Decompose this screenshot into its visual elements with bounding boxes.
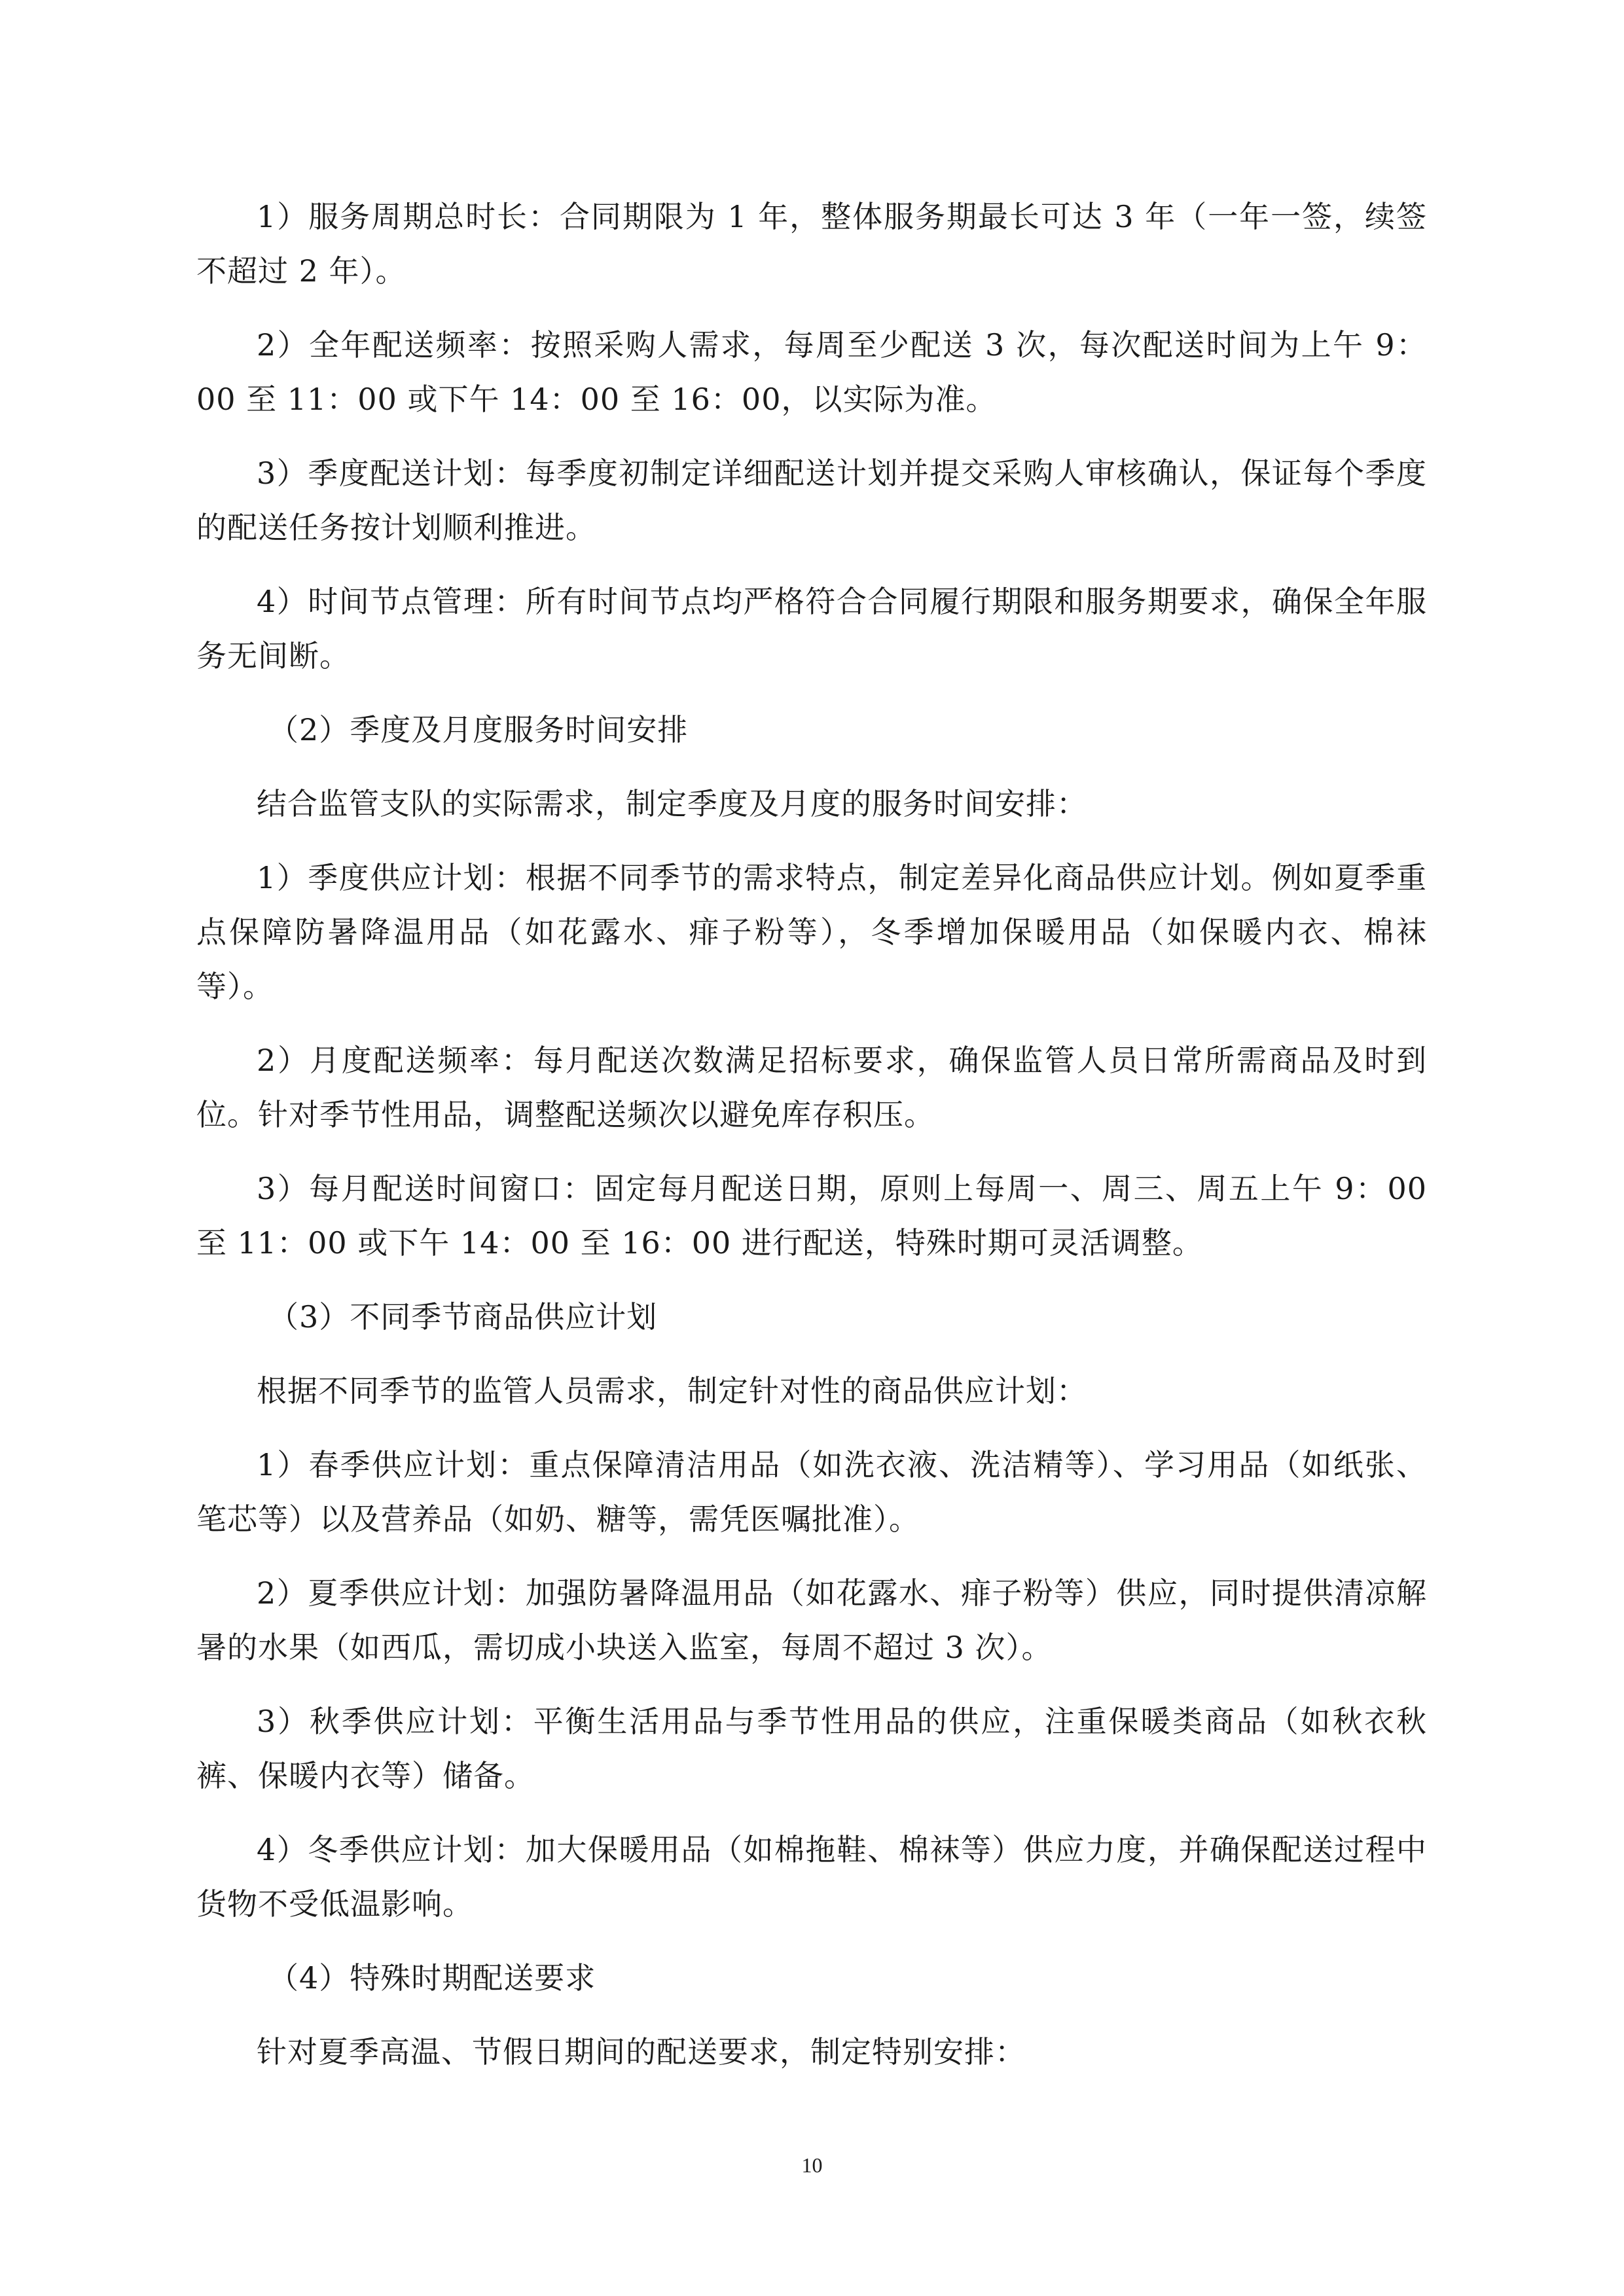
paragraph: 3）每月配送时间窗口：固定每月配送日期，原则上每周一、周三、周五上午 9：00 至 11：00 或下午 14：00 至 16：00 进行配送，特殊时期可灵活调整。	[196, 1171, 1427, 1261]
paragraph: 4）时间节点管理：所有时间节点均严格符合合同履行期限和服务期要求，确保全年服务无间断。	[196, 584, 1427, 673]
paragraph: 1）春季供应计划：重点保障清洁用品（如洗衣液、洗洁精等）、学习用品（如纸张、笔芯等）以及营养品（如奶、糖等，需凭医嘱批准）。	[196, 1447, 1427, 1537]
page-number: 10	[801, 2153, 823, 2177]
paragraph: 2）夏季供应计划：加强防暑降温用品（如花露水、痱子粉等）供应，同时提供清凉解暑的水果（如西瓜，需切成小块送入监室，每周不超过 3 次）。	[196, 1575, 1427, 1665]
section-heading: （4）特殊时期配送要求	[268, 1960, 596, 1996]
paragraph: 3）季度配送计划：每季度初制定详细配送计划并提交采购人审核确认，保证每个季度的配送任务按计划顺利推进。	[196, 456, 1427, 545]
paragraph: 1）服务周期总时长：合同期限为 1 年，整体服务期最长可达 3 年（一年一签，续签不超过 2 年）。	[196, 199, 1427, 289]
paragraph: 2）月度配送频率：每月配送次数满足招标要求，确保监管人员日常所需商品及时到位。针对季节性用品，调整配送频次以避免库存积压。	[196, 1043, 1427, 1132]
paragraph: 1）季度供应计划：根据不同季节的需求特点，制定差异化商品供应计划。例如夏季重点保障防暑降温用品（如花露水、痱子粉等），冬季增加保暖用品（如保暖内衣、棉袜等）。	[196, 860, 1427, 1004]
paragraph: 根据不同季节的监管人员需求，制定针对性的商品供应计划：	[257, 1373, 1087, 1408]
paragraph: 针对夏季高温、节假日期间的配送要求，制定特别安排：	[257, 2034, 1026, 2070]
section-heading: （3）不同季节商品供应计划	[268, 1299, 658, 1335]
paragraph: 4）冬季供应计划：加大保暖用品（如棉拖鞋、棉袜等）供应力度，并确保配送过程中货物不受低温影响。	[196, 1832, 1427, 1922]
paragraph: 3）秋季供应计划：平衡生活用品与季节性用品的供应，注重保暖类商品（如秋衣秋裤、保暖内衣等）储备。	[196, 1704, 1427, 1793]
document-body	[196, 190, 1427, 2099]
section-heading: （2）季度及月度服务时间安排	[268, 712, 689, 747]
paragraph: 结合监管支队的实际需求，制定季度及月度的服务时间安排：	[257, 786, 1087, 821]
paragraph: 2）全年配送频率：按照采购人需求，每周至少配送 3 次，每次配送时间为上午 9：00 至 11：00 或下午 14：00 至 16：00，以实际为准。	[196, 327, 1427, 417]
